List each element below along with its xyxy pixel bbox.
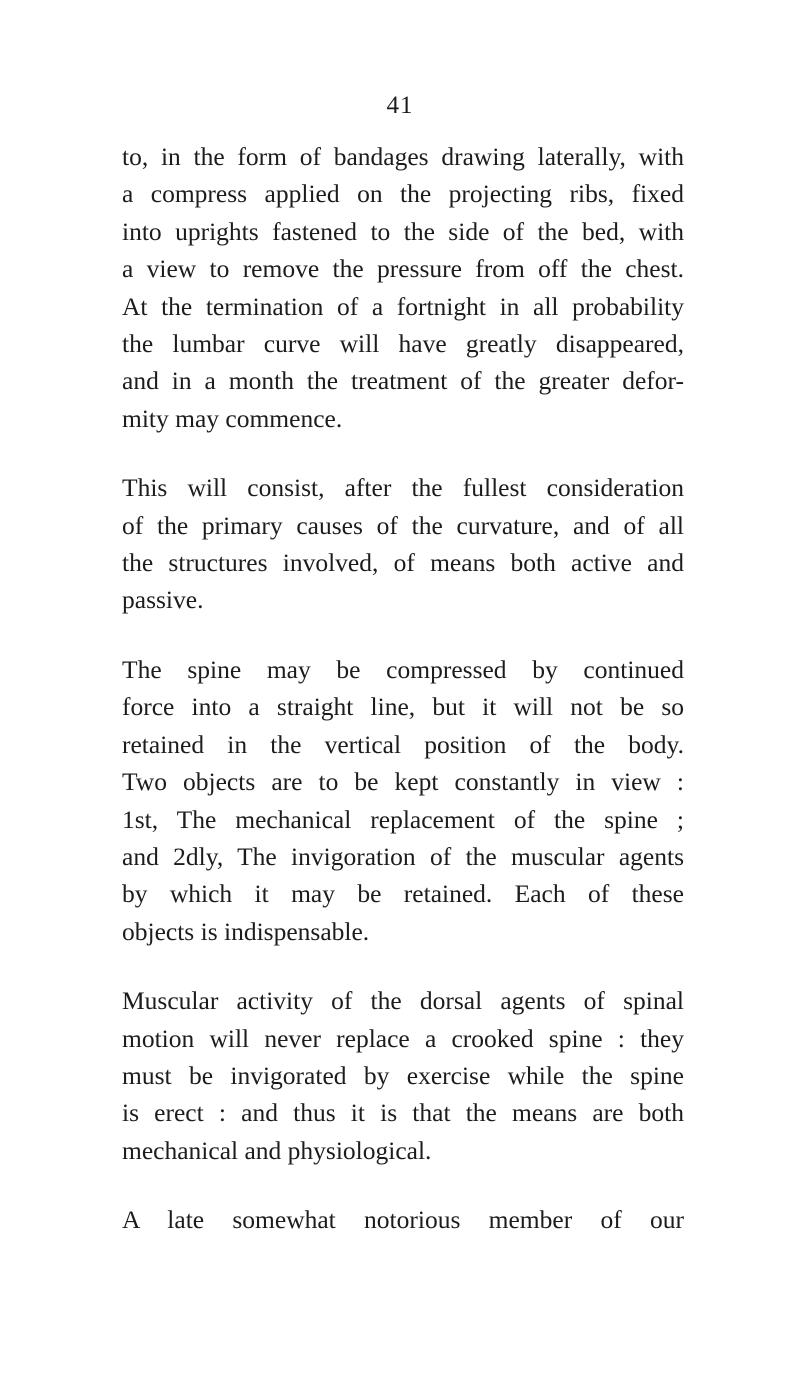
page-number: 41 <box>386 92 414 119</box>
body-text <box>122 138 684 1271</box>
text-line: a compress applied on the projecting ribs, fixed <box>122 179 684 209</box>
text-line: Two objects are to be kept constantly in view : <box>122 767 684 797</box>
text-line: a view to remove the pressure from off the chest. <box>122 254 684 284</box>
text-line: the lumbar curve will have greatly disappeared, <box>122 329 684 359</box>
text-line: the structures involved, of means both active and <box>122 548 684 578</box>
paragraph-4 <box>122 982 684 1169</box>
text-line: A late somewhat notorious member of our <box>122 1205 684 1235</box>
text-line: by which it may be retained. Each of these <box>122 879 684 909</box>
text-line: Muscular activity of the dorsal agents of spinal <box>122 986 684 1016</box>
text-line: and in a month the treatment of the greater defor- <box>122 366 684 396</box>
text-line: motion will never replace a crooked spine : they <box>122 1023 684 1053</box>
text-line: passive. <box>122 585 204 615</box>
text-line: is erect : and thus it is that the means are both <box>122 1098 684 1128</box>
text-line: At the termination of a fortnight in all probability <box>122 291 684 321</box>
text-line: retained in the vertical position of the body. <box>122 729 684 759</box>
text-line: mity may commence. <box>122 403 343 433</box>
text-line: mechanical and physiological. <box>122 1135 432 1165</box>
text-line: to, in the form of bandages drawing laterally, with <box>122 142 684 171</box>
text-line: must be invigorated by exercise while the spine <box>122 1060 684 1090</box>
text-line: into uprights fastened to the side of the bed, with <box>122 216 684 246</box>
paragraph-3 <box>122 651 684 950</box>
text-line: of the primary causes of the curvature, and of all <box>122 510 684 540</box>
text-line: force into a straight line, but it will not be so <box>122 692 684 722</box>
paragraph-2 <box>122 469 684 619</box>
text-line: and 2dly, The invigoration of the muscular agents <box>122 841 684 871</box>
paragraph-1 <box>122 138 684 437</box>
text-line: 1st, The mechanical replacement of the spine ; <box>122 804 684 834</box>
text-line: This will consist, after the fullest consideration <box>122 473 684 503</box>
text-line: objects is indispensable. <box>122 916 370 946</box>
text-line: The spine may be compressed by continued <box>122 654 684 684</box>
paragraph-5 <box>122 1201 684 1238</box>
